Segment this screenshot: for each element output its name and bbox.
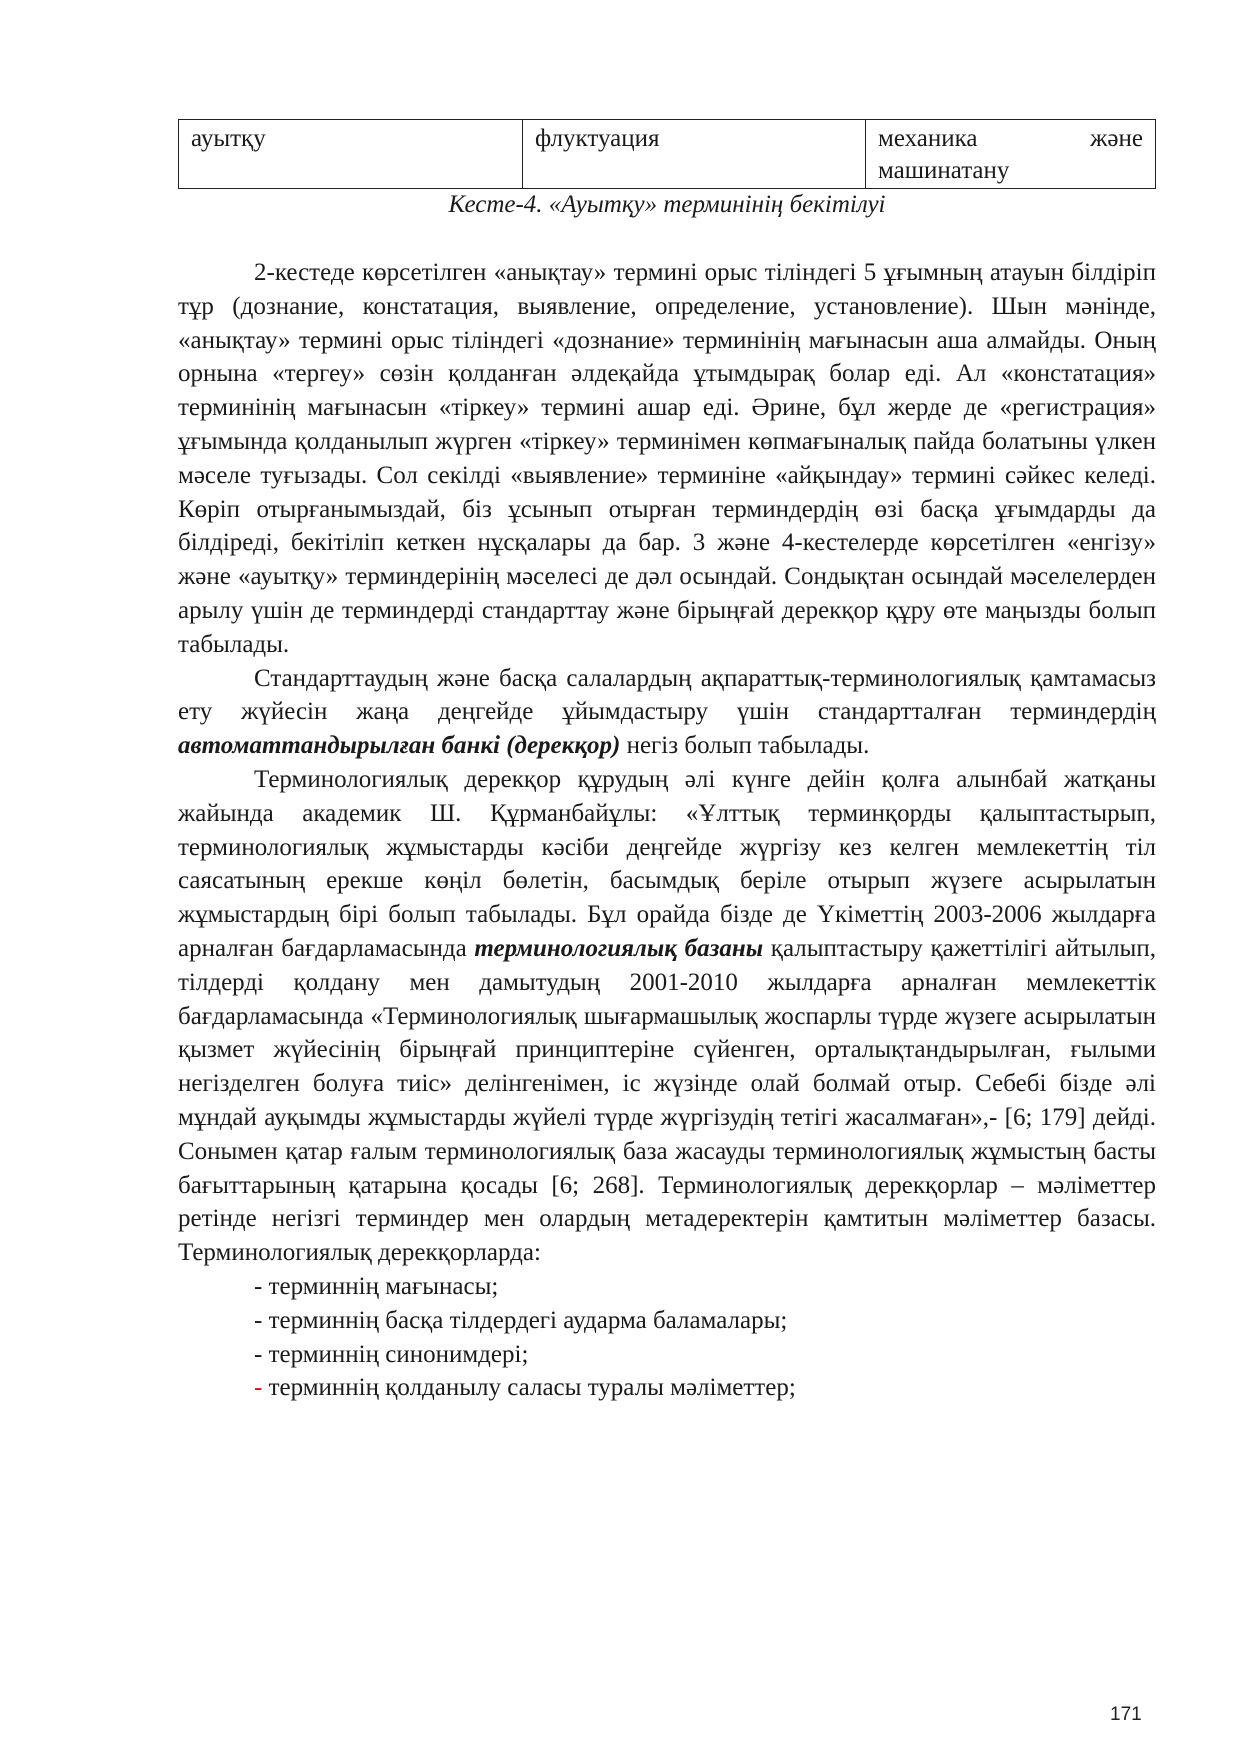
table-cell-term: ауытқу [179,120,523,189]
paragraph-3-text-b: қалыптастыру қажеттілігі айтылып, тілдерді қолдану мен дамытудың 2001-2010 жылдарға арналған мемлекеттік бағдарламасында «Терминологиялық шығармашылық жоспарлы түрде жүзеге асырылатын қызмет жүйесінің бірыңғай принциптеріне сүйенген, орталықтандырылған, ғылыми негізделген болуға тиіс» делінгенімен, іс жүзінде олай болмай отыр. Себебі бізде әлі мұндай ауқымды жұмыстарды жүйелі түрде жүргізудің тетігі жасалмаған»,- [6; 179] дейді. Сонымен қатар ғалым терминологиялық база жасауды терминологиялық жұмыстың басты бағыттарының қатарына қосады [6; 268]. Терминологиялық дерекқорлар – мәліметтер ретінде негізгі терминдер мен олардың метадеректерін қамтитын мәліметтер базасы. Терминологиялық дерекқорларда: [178,934,1156,1267]
table-cell-field-word1: механика [878,125,978,152]
list-item-text: терминнің мағынасы; [268,1272,499,1300]
term-table [178,119,1156,189]
paragraph-3-emphasis: терминологиялық базаны [474,934,764,962]
list-item [254,1270,1156,1304]
list-dash: - [254,1272,263,1300]
list-item [254,1304,1156,1338]
list-item [254,1371,1156,1405]
list-dash: - [254,1306,263,1334]
paragraph-2-emphasis: автоматтандырылған банкі (дерекқор) [178,732,621,760]
paragraph-2-text-b: негіз болып табылады. [620,732,870,760]
table-cell-field-word3: машинатану [878,157,1010,184]
paragraph-2 [178,662,1156,763]
list-item-text: терминнің басқа тілдердегі аударма баламалары; [268,1306,788,1334]
paragraph-2-text-a: Стандарттаудың және басқа салалардың ақпараттық-терминологиялық қамтамасыз ету жүйесін жаңа деңгейде ұйымдастыру үшін стандартталған терминдердің [178,664,1156,726]
info-list [178,1270,1156,1405]
list-dash: - [254,1374,263,1402]
body-text [178,256,1156,1405]
paragraph-3 [178,763,1156,1270]
table-row [179,120,1156,189]
list-dash: - [254,1340,263,1368]
table-cell-field [866,120,1156,189]
list-item [254,1338,1156,1372]
table-cell-field-word2: және [1090,125,1143,152]
table-cell-russian: флуктуация [523,120,866,189]
table-caption: Кесте-4. «Ауытқу» терминінің бекітілуі [448,191,886,218]
page-number: 171 [1110,1704,1142,1725]
paragraph-3-text-a: Терминологиялық дерекқор құрудың әлі күнге дейін қолға алынбай жатқаны жайында академик Ш. Құрманбайұлы: «Ұлттық терминқорды қалыптастырып, терминологиялық жұмыстарды кәсіби деңгейде жүргізу кез келген мемлекеттің тіл саясатының ерекше көңіл бөлетін, басымдық беріле отырып жүзеге асырылатын жұмыстардың бірі болып табылады. Бұл орайда бізде де Үкіметтің 2003-2006 жылдарға арналған бағдарламасында [178,765,1156,962]
paragraph-1: 2-кестеде көрсетілген «анықтау» термині орыс тіліндегі 5 ұғымның атауын білдіріп тұр (дознание, констатация, выявление, определение, установление). Шын мәнінде, «анықтау» термині орыс тіліндегі «дознание» терминінің мағынасын аша алмайды. Оның орнына «тергеу» сөзін қолданған әлдеқайда ұтымдырақ болар еді. Ал «констатация» терминінің мағынасын «тіркеу» термині ашар еді. Әрине, бұл жерде де «регистрация» ұғымында қолданылып жүрген «тіркеу» терминімен көпмағыналық пайда болатыны үлкен мәселе туғызады. Сол секілді «выявление» терминіне «айқындау» термині сәйкес келеді. Көріп отырғанымыздай, біз ұсынып отырған терминдердің өзі басқа ұғымдарды да білдіреді, бекітіліп кеткен нұсқалары да бар. 3 және 4-кестелерде көрсетілген «енгізу» және «ауытқу» терминдерінің мәселесі де дәл осындай. Сондықтан осындай мәселелерден арылу үшін де терминдерді стандарттау және бірыңғай дерекқор құру өте маңызды болып табылады. [178,259,1156,658]
list-item-text: терминнің қолданылу саласы туралы мәліметтер; [268,1374,796,1402]
list-item-text: терминнің синонимдері; [268,1340,529,1368]
